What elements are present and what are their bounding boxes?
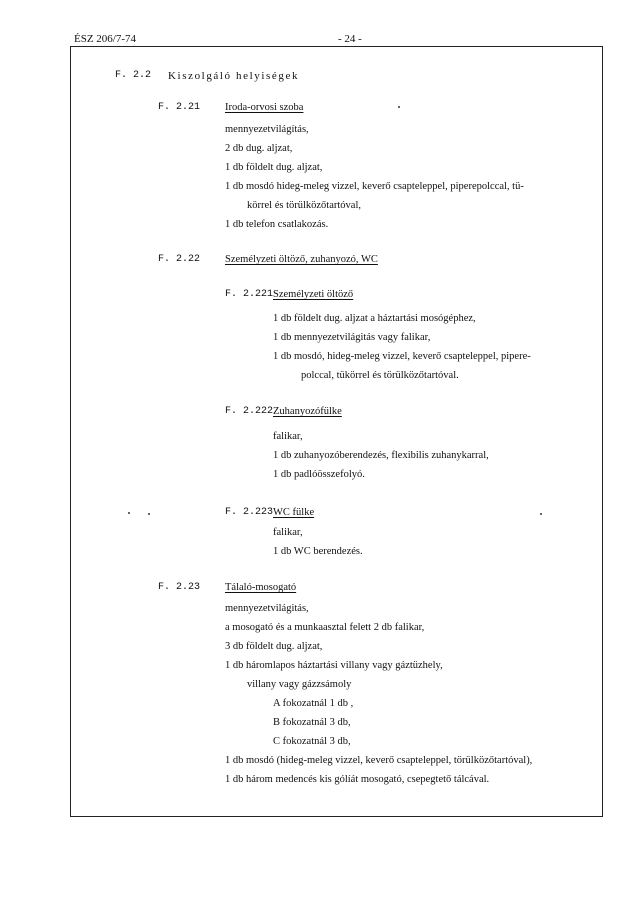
level-item: A fokozatnál 1 db , <box>273 698 354 709</box>
stray-mark <box>128 512 130 514</box>
stray-mark <box>398 106 400 108</box>
list-item: 1 db zuhanyozóberendezés, flexibilis zuhanykarral, <box>273 450 489 461</box>
list-item: 1 db padlóösszefolyó. <box>273 469 365 480</box>
list-item: falikar, <box>273 527 303 538</box>
subsection-title: Tálaló-mosogató <box>225 582 297 593</box>
list-item: 1 db földelt dug. aljzat, <box>225 162 323 173</box>
list-item: 1 db mennyezetvilágitás vagy falikar, <box>273 332 431 343</box>
stray-mark <box>148 513 150 515</box>
list-item: 1 db három medencés kis gólíát mosogató, csepegtető tálcával. <box>225 774 490 785</box>
document-id: ÉSZ 206/7-74 <box>74 33 137 45</box>
list-item: mennyezetvilágítás, <box>225 124 309 135</box>
subsection-number: F. 2.223 <box>225 507 274 518</box>
section-title: Kiszolgáló helyiségek <box>168 70 300 82</box>
subsection-number: F. 2.23 <box>158 582 201 593</box>
subsection-number: F. 2.222 <box>225 406 274 417</box>
subsection-title: Zuhanyozófülke <box>273 406 342 417</box>
list-item: 3 db földelt dug. aljzat, <box>225 641 323 652</box>
list-item: 1 db földelt dug. aljzat a háztartási mosógéphez, <box>273 313 476 324</box>
list-item: 1 db WC berendezés. <box>273 546 363 557</box>
list-item: 1 db telefon csatlakozás. <box>225 219 329 230</box>
section-number: F. 2.2 <box>115 70 152 81</box>
subsection-title: Személyzeti öltöző, zuhanyozó, WC <box>225 254 378 265</box>
list-item: 1 db mosdó hideg-meleg vizzel, keverő csapteleppel, piperepolccal, tü- <box>225 181 524 192</box>
level-item: B fokozatnál 3 db, <box>273 717 351 728</box>
subsection-title: Iroda-orvosi szoba <box>225 102 304 113</box>
stray-mark <box>540 513 542 515</box>
list-item-continuation: polccal, tükörrel és törülközőtartóval. <box>301 370 459 381</box>
list-item: falikar, <box>273 431 303 442</box>
subsection-title: Személyzeti öltöző <box>273 289 354 300</box>
level-item: C fokozatnál 3 db, <box>273 736 351 747</box>
subsection-number: F. 2.21 <box>158 102 201 113</box>
list-item: 1 db mosdó, hideg-meleg vizzel, keverő csapteleppel, pipere- <box>273 351 531 362</box>
page-number: - 24 - <box>338 33 362 45</box>
list-item: a mosogató és a munkaasztal felett 2 db falikar, <box>225 622 425 633</box>
list-item: 1 db mosdó (hideg-meleg vizzel, keverő csapteleppel, törülközőtartóval), <box>225 755 533 766</box>
subsection-title: WC fülke <box>273 507 315 518</box>
list-item: 1 db háromlapos háztartási villany vagy gáztüzhely, <box>225 660 443 671</box>
list-item: mennyezetvilágitás, <box>225 603 309 614</box>
list-item: 2 db dug. aljzat, <box>225 143 293 154</box>
list-item-continuation: villany vagy gázzsámoly <box>247 679 352 690</box>
subsection-number: F. 2.22 <box>158 254 201 265</box>
list-item-continuation: körrel és törülközőtartóval, <box>247 200 362 211</box>
subsection-number: F. 2.221 <box>225 289 274 300</box>
